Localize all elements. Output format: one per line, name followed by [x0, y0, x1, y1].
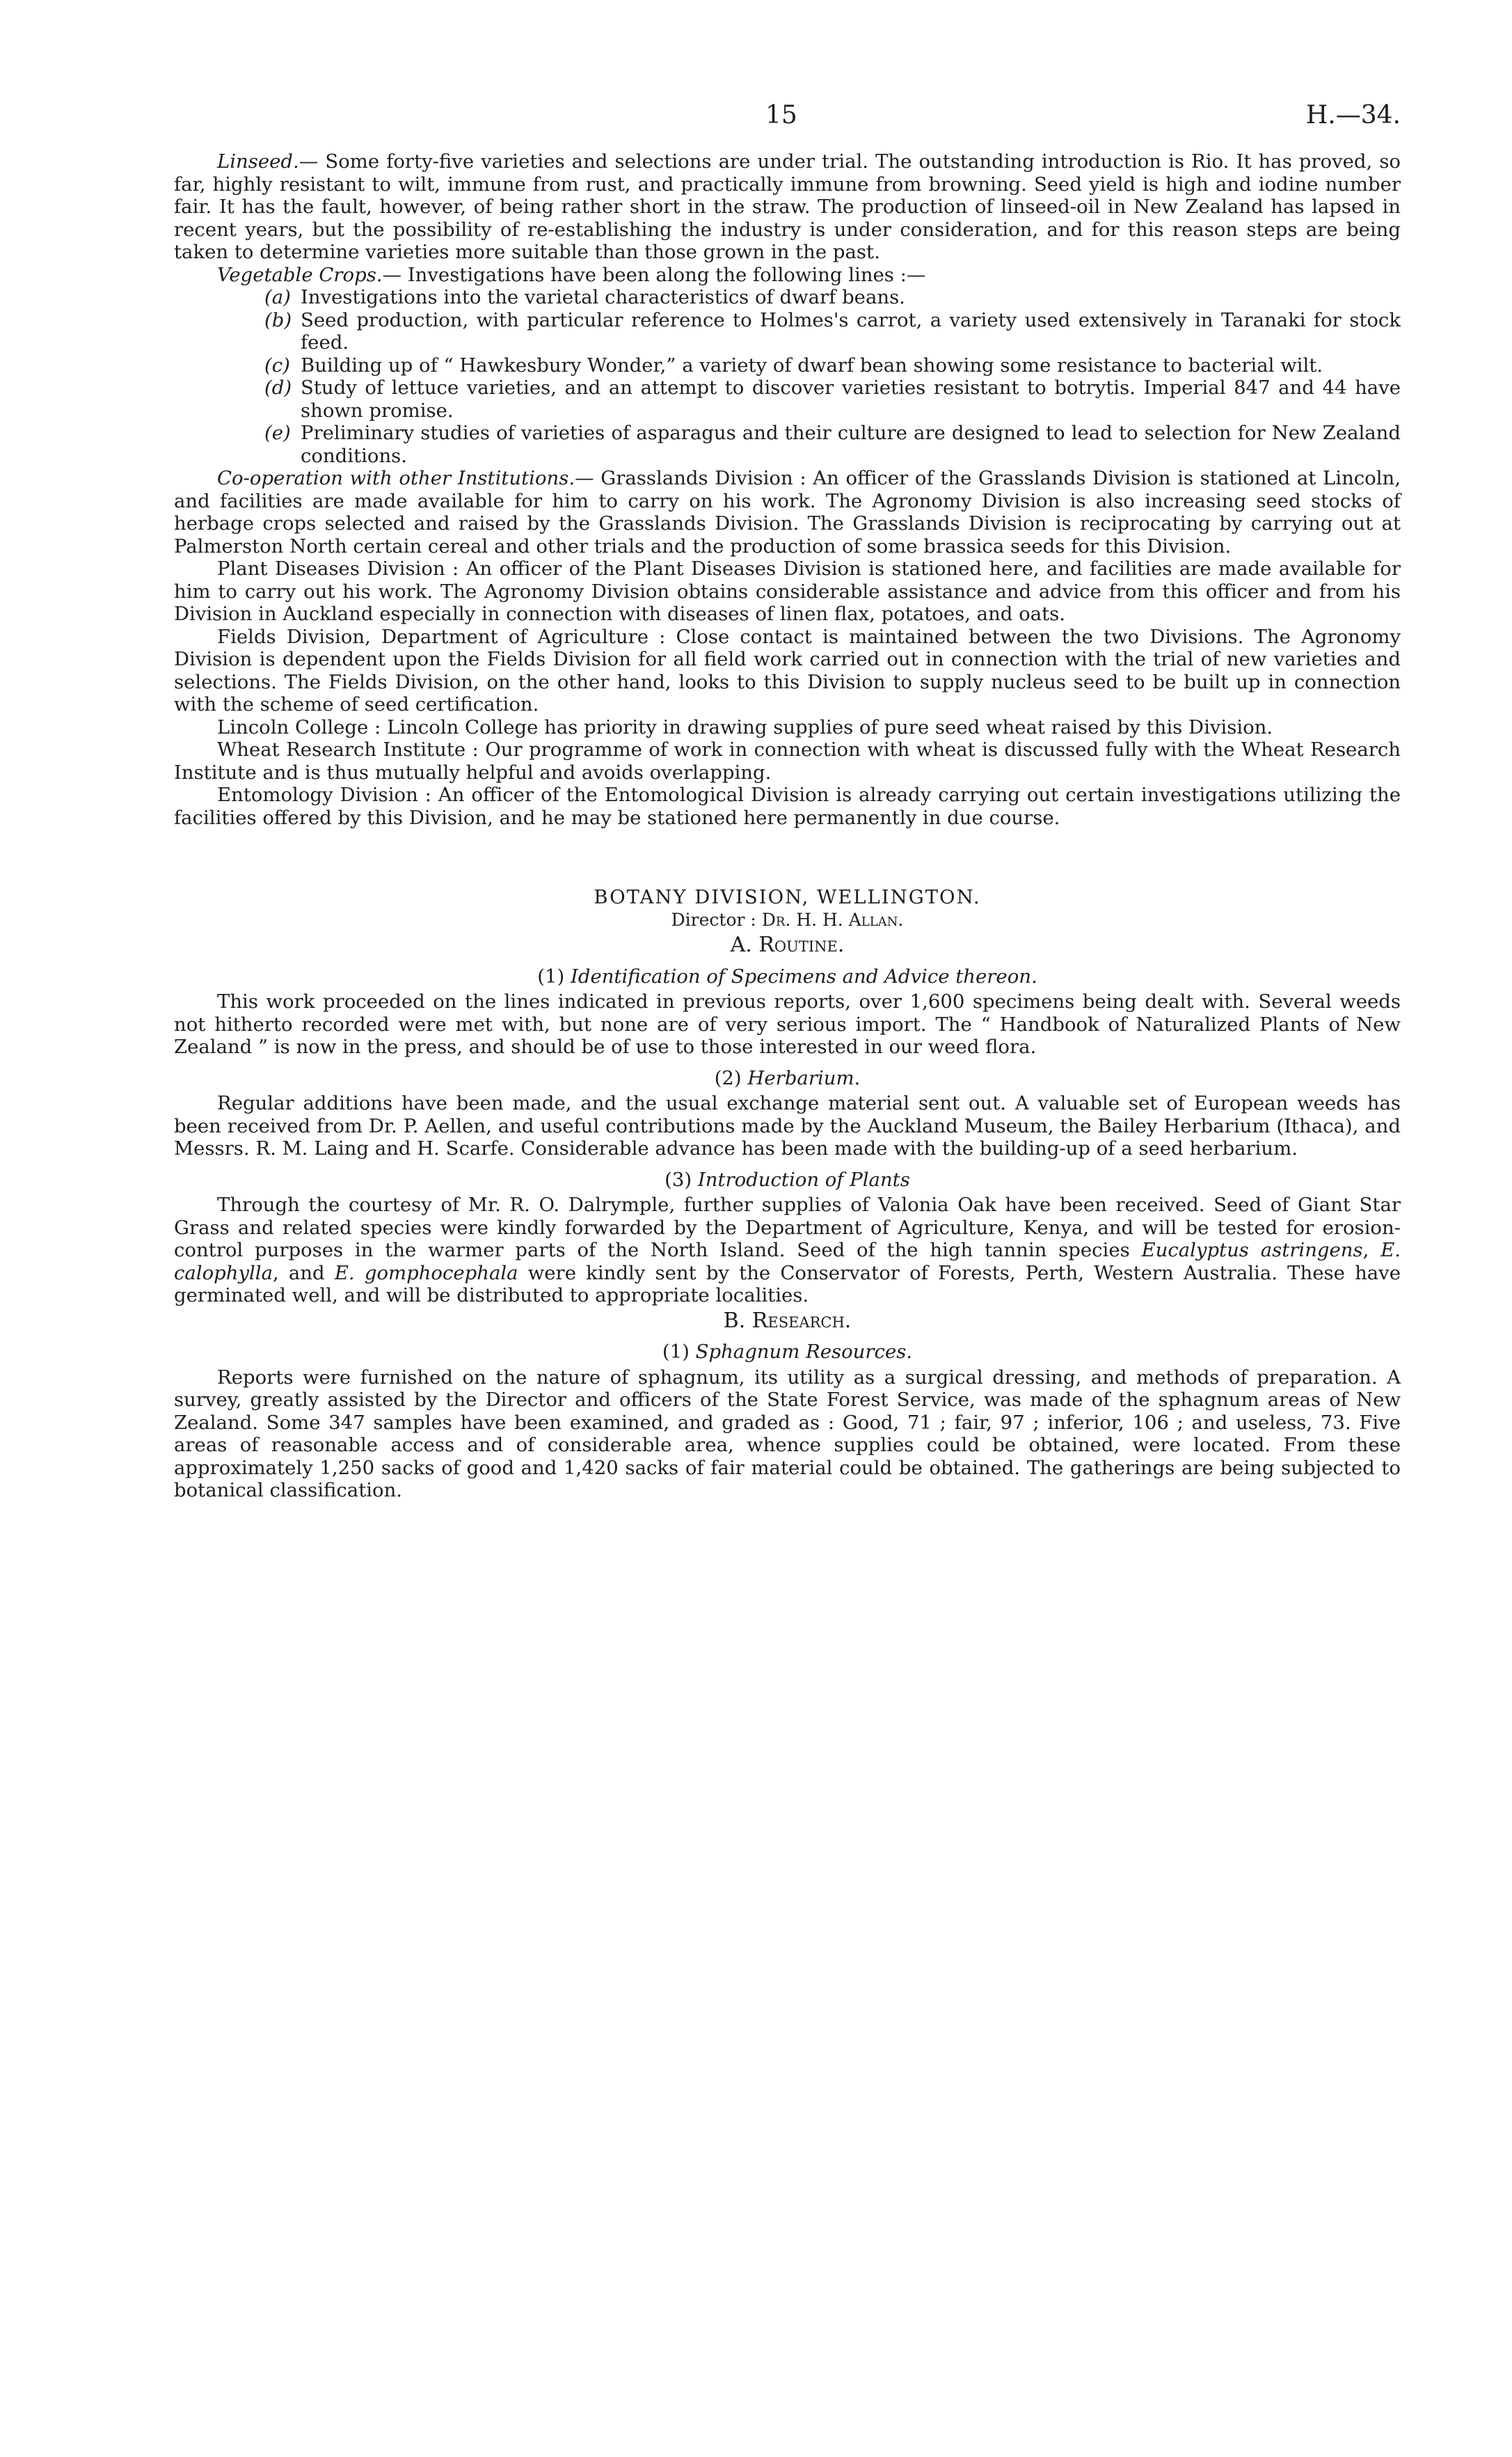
- lincoln-college-paragraph: Lincoln College : Lincoln College has priority in drawing supplies of pure seed wheat raised by this Division.: [217, 716, 1273, 738]
- linseed-text: — Some forty-five varieties and selections are under trial. The outstanding introduction is Rio. It has proved, so far, highly resistant to wilt, immune from rust, and practically immune from browning. Seed yield is high and iodine number fair. It has the fault, however, of being rather short in the straw. The production of linseed-oil in New Zealand has lapsed in recent years, but the possibility of re-establishing the industry is under consideration, and for this reason steps are being taken to determine varieties more suitable than those grown in the past.: [174, 150, 1401, 263]
- page-header: [174, 101, 1401, 150]
- list-item: [264, 422, 1401, 467]
- section-heading-routine: A. Routine.: [730, 933, 845, 957]
- plant-diseases-paragraph: Plant Diseases Division : An officer of the Plant Diseases Division is stationed here, and facilities are made available for him to carry out his work. The Agronomy Division obtains considerable assistance and advice from this officer and from his Division in Auckland especially in connection with diseases of linen flax, potatoes, and oats.: [174, 558, 1401, 625]
- subsection-heading-introduction: [174, 1169, 1401, 1192]
- page-number: 15: [765, 101, 797, 129]
- linseed-label: Linseed.: [217, 150, 299, 173]
- list-item-text: Preliminary studies of varieties of asparagus and their culture are designed to lead to selection for New Zealand conditions.: [301, 422, 1401, 467]
- identification-paragraph: This work proceeded on the lines indicated in previous reports, over 1,600 specimens being dealt with. Several weeds not hitherto recorded were met with, but none are of very serious import. The “ Handbook of Naturalized Plants of New Zealand ” is now in the press, and should be of use to those interested in our weed flora.: [174, 990, 1401, 1058]
- list-marker: (a): [264, 286, 291, 308]
- list-marker: (c): [264, 354, 290, 377]
- list-marker: (e): [264, 422, 291, 444]
- introduction-text-a: Through the courtesy of Mr. R. O. Dalrymple, further supplies of Valonia Oak have been received. Seed of Giant Star Grass and related species were kindly forwarded by the Department of Agriculture, Kenya, and will be tested for erosion-control purposes in the warmer parts of the North Island. Seed of the high tannin species: [174, 1194, 1401, 1261]
- subsection-heading-sphagnum: [174, 1341, 1401, 1364]
- vegetable-crops-paragraph: [174, 264, 1401, 287]
- subsection-heading-herbarium: [174, 1067, 1401, 1090]
- cooperation-label: Co-operation with other Institutions.: [217, 467, 575, 489]
- list-item-text: Seed production, with particular reference to Holmes's carrot, a variety used extensively in Taranaki for stock feed.: [301, 308, 1401, 354]
- subsection-title: Sphagnum Resources.: [695, 1341, 913, 1363]
- cooperation-text: — Grasslands Division : An officer of the Grasslands Division is stationed at Lincoln, and facilities are made available for him to carry on his work. The Agronomy Division is also increasing seed stocks of herbage crops selected and raised by the Grasslands Division. The Grasslands Division is reciprocating by carrying out at Palmerston North certain cereal and other trials and the production of some brassica seeds for this Division.: [174, 467, 1401, 558]
- director-label: Director :: [671, 909, 756, 930]
- separator: , and: [273, 1261, 335, 1284]
- vegetable-crops-list: [264, 286, 1401, 467]
- paper-reference: H.—34.: [1305, 101, 1401, 129]
- species-name: E. calophylla: [174, 1239, 1401, 1284]
- subsection-number: (2): [714, 1066, 742, 1089]
- species-name: E. gomphocephala: [334, 1261, 518, 1284]
- introduction-text-b: were kindly sent by the Conservator of Forests, Perth, Western Australia. These have germinated well, and will be distributed to appropriate localities.: [174, 1261, 1401, 1306]
- botany-division-heading: BOTANY DIVISION, WELLINGTON.: [594, 886, 981, 908]
- vegetable-crops-label: Vegetable Crops.: [217, 263, 383, 286]
- list-item: [264, 354, 1401, 377]
- entomology-paragraph: Entomology Division : An officer of the Entomological Division is already carrying out certain investigations utilizing the facilities offered by this Division, and he may be stationed here permanently in due course.: [174, 784, 1401, 829]
- cooperation-paragraph: [174, 467, 1401, 558]
- separator: ,: [1362, 1239, 1381, 1261]
- introduction-paragraph: [174, 1194, 1401, 1307]
- species-name: Eucalyptus astringens: [1141, 1239, 1363, 1261]
- list-marker: (b): [264, 308, 292, 331]
- herbarium-paragraph: Regular additions have been made, and the usual exchange material sent out. A valuable set of European weeds has been received from Dr. P. Aellen, and useful contributions made by the Auckland Museum, the Bailey Herbarium (Ithaca), and Messrs. R. M. Laing and H. Scarfe. Considerable advance has been made with the building-up of a seed herbarium.: [174, 1092, 1401, 1160]
- list-marker: (d): [264, 377, 292, 399]
- subsection-title: Herbarium.: [747, 1066, 861, 1089]
- director-line: [174, 909, 1401, 932]
- list-item: [264, 309, 1401, 354]
- sphagnum-paragraph: Reports were furnished on the nature of sphagnum, its utility as a surgical dressing, and methods of preparation. A survey, greatly assisted by the Director and officers of the State Forest Service, was made of the sphagnum areas of New Zealand. Some 347 samples have been examined, and graded as : Good, 71 ; fair, 97 ; inferior, 106 ; and useless, 73. Five areas of reasonable access and of considerable area, whence supplies could be obtained, were located. From these approximately 1,250 sacks of good and 1,420 sacks of fair material could be obtained. The gatherings are being subjected to botanical classification.: [174, 1366, 1401, 1501]
- fields-division-paragraph: Fields Division, Department of Agriculture : Close contact is maintained between the two Divisions. The Agronomy Division is dependent upon the Fields Division for all field work carried out in connection with the trial of new varieties and selections. The Fields Division, on the other hand, looks to this Division to supply nucleus seed to be built up in connection with the scheme of seed certification.: [174, 625, 1401, 716]
- vegetable-crops-text: — Investigations have been along the following lines :—: [382, 263, 926, 286]
- subsection-heading-identification: [174, 965, 1401, 988]
- list-item-text: Investigations into the varietal characteristics of dwarf beans.: [301, 286, 905, 308]
- subsection-number: (1): [662, 1341, 690, 1363]
- subsection-number: (3): [665, 1168, 692, 1191]
- subsection-number: (1): [537, 965, 565, 988]
- wheat-research-paragraph: Wheat Research Institute : Our programme of work in connection with wheat is discussed fully with the Wheat Research Institute and is thus mutually helpful and avoids overlapping.: [174, 738, 1401, 784]
- subsection-title: Identification of Specimens and Advice thereon.: [570, 965, 1037, 988]
- list-item: [264, 377, 1401, 422]
- linseed-paragraph: [174, 150, 1401, 264]
- list-item: [264, 286, 1401, 309]
- director-name: Dr. H. H. Allan.: [761, 909, 904, 930]
- list-item-text: Building up of “ Hawkesbury Wonder,” a variety of dwarf bean showing some resistance to bacterial wilt.: [301, 354, 1323, 377]
- subsection-title: Introduction of Plants: [697, 1168, 910, 1191]
- section-heading-research: B. Research.: [723, 1308, 852, 1333]
- list-item-text: Study of lettuce varieties, and an attempt to discover varieties resistant to botrytis. Imperial 847 and 44 have shown promise.: [301, 377, 1401, 422]
